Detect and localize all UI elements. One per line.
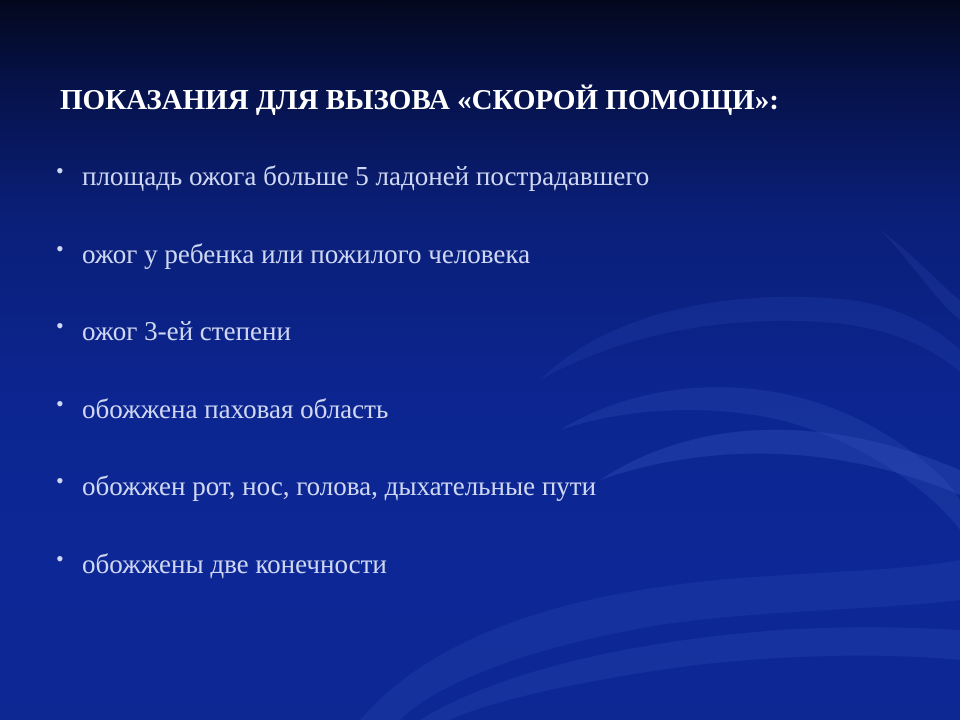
bullet-icon: • xyxy=(56,158,64,183)
bullet-list xyxy=(56,155,649,620)
bullet-text: площадь ожога больше 5 ладоней пострадавшего xyxy=(82,161,650,191)
bullet-icon: • xyxy=(56,313,64,338)
bullet-text: ожог у ребенка или пожилого человека xyxy=(82,238,531,269)
list-item xyxy=(56,310,649,388)
slide-title: ПОКАЗАНИЯ ДЛЯ ВЫЗОВА «СКОРОЙ ПОМОЩИ»: xyxy=(60,84,779,116)
bullet-icon: • xyxy=(56,545,64,571)
bullet-icon: • xyxy=(56,390,64,416)
list-item xyxy=(56,233,649,311)
list-item xyxy=(56,465,649,543)
list-item xyxy=(56,155,649,233)
bullet-text: обожжен рот, нос, голова, дыхательные пути xyxy=(82,471,597,501)
list-item xyxy=(56,388,649,466)
list-item xyxy=(56,543,649,621)
bullet-text: обожжена паховая область xyxy=(82,393,389,424)
bullet-text: ожог 3-ей степени xyxy=(82,316,291,346)
bullet-icon: • xyxy=(56,468,64,493)
bullet-icon: • xyxy=(56,235,64,261)
bullet-text: обожжены две конечности xyxy=(82,548,387,579)
